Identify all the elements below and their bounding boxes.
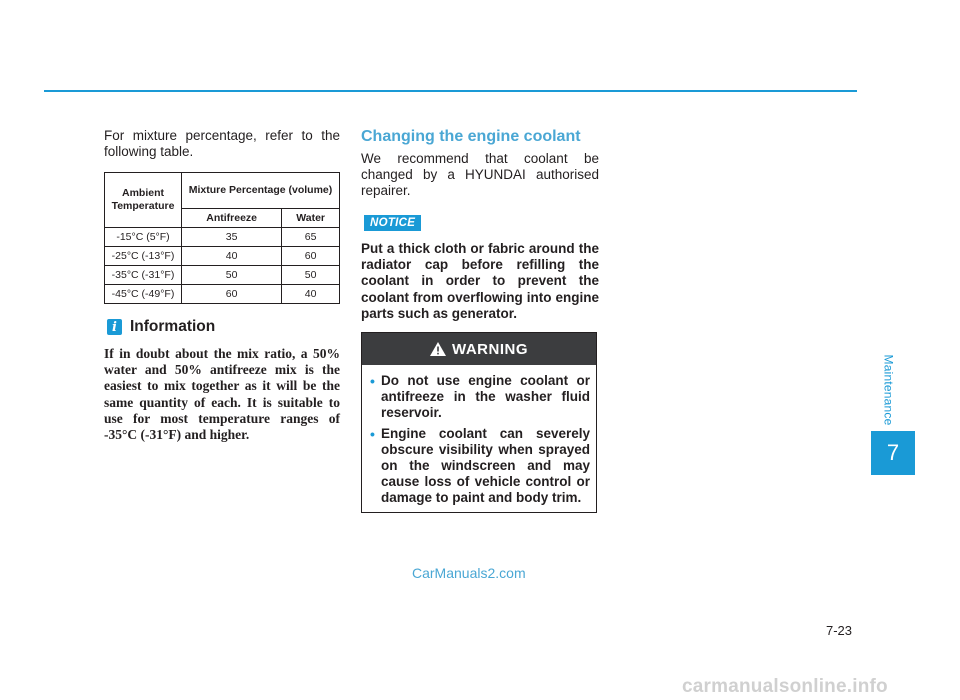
- warning-list: [362, 365, 596, 506]
- cell-antifreeze: 35: [182, 228, 282, 247]
- chapter-side-label-text: Maintenance: [881, 354, 896, 426]
- table-row: [105, 266, 340, 285]
- warning-item: • Do not use engine coolant or antifreeze in the washer fluid reservoir.: [381, 373, 590, 421]
- recommend-text: We recommend that coolant be changed by a HYUNDAI authorised repairer.: [361, 151, 599, 198]
- footer-watermark: carmanualsonline.info: [682, 676, 888, 697]
- warning-triangle-icon: [430, 342, 446, 356]
- cell-water: 65: [282, 228, 340, 247]
- cell-antifreeze: 50: [182, 266, 282, 285]
- cell-temperature: -35°C (-31°F): [105, 266, 182, 285]
- page-number: 7-23: [826, 623, 853, 638]
- table-row: [105, 228, 340, 247]
- cell-water: 50: [282, 266, 340, 285]
- intro-text: For mixture percentage, refer to the following table.: [104, 128, 340, 159]
- header-antifreeze: Antifreeze: [182, 209, 282, 228]
- warning-box: [361, 332, 597, 513]
- header-mixture-percentage: Mixture Percentage (volume): [182, 173, 340, 209]
- information-body: If in doubt about the mix ratio, a 50% water and 50% antifreeze mix is the easiest to mix together as it will be the same quantity of each. It is suitable to use for most temperature ranges of -35°C (-31°F) and higher.: [104, 346, 340, 443]
- cell-antifreeze: 40: [182, 247, 282, 266]
- mixture-table: [104, 172, 340, 304]
- cell-temperature: -25°C (-13°F): [105, 247, 182, 266]
- warning-label: WARNING: [452, 340, 528, 358]
- watermark: CarManuals2.com: [412, 565, 526, 581]
- table-row: [105, 285, 340, 304]
- notice-label: NOTICE: [364, 215, 421, 231]
- cell-antifreeze: 60: [182, 285, 282, 304]
- header-water: Water: [282, 209, 340, 228]
- information-heading: [107, 318, 215, 336]
- cell-temperature: -15°C (5°F): [105, 228, 182, 247]
- info-icon: i: [107, 319, 122, 335]
- warning-header: [362, 333, 596, 365]
- cell-water: 60: [282, 247, 340, 266]
- header-ambient-temperature: Ambient Temperature: [105, 173, 182, 228]
- information-title: Information: [130, 318, 216, 335]
- section-title: Changing the engine coolant: [361, 128, 581, 145]
- top-rule: [44, 90, 857, 92]
- notice-text: Put a thick cloth or fabric around the radiator cap before refilling the coolant in order to prevent the coolant from overflowing into engine parts such as generator.: [361, 241, 599, 321]
- cell-temperature: -45°C (-49°F): [105, 285, 182, 304]
- warning-item: • Engine coolant can severely obscure visibility when sprayed on the windscreen and may cause loss of vehicle control or damage to paint and body trim.: [381, 426, 590, 506]
- cell-water: 40: [282, 285, 340, 304]
- chapter-side-label: [868, 350, 908, 430]
- table-row: [105, 247, 340, 266]
- chapter-tab: 7: [871, 431, 915, 475]
